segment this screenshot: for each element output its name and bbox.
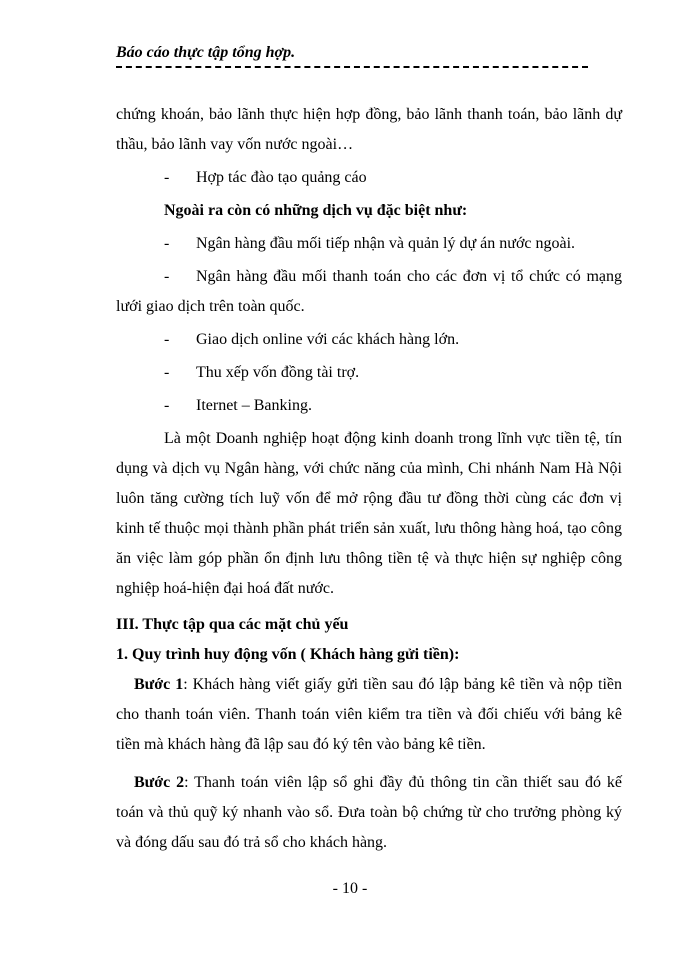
bullet-dash: - bbox=[164, 331, 170, 348]
bullet-dash: - bbox=[164, 397, 170, 414]
bullet-dash: - bbox=[164, 364, 170, 381]
list-item-text: Hợp tác đào tạo quảng cáo bbox=[196, 169, 367, 186]
step-1-label: Bước 1 bbox=[134, 676, 184, 693]
list-item-text: Iternet – Banking. bbox=[196, 397, 312, 414]
paragraph-branch-role: Là một Doanh nghiệp hoạt động kinh doanh trong lĩnh vực tiền tệ, tín dụng và dịch vụ Ngân hàng, với chức năng của mình, Chi nhánh Nam Hà Nội luôn tăng cường tích luỹ vốn để mở rộng đầu tư đồng thời cùng các đơn vị kinh tế thuộc mọi thành phần phát triển sản xuất, lưu thông hàng hoá, tạo công ăn việc làm góp phần ổn định lưu thông tiền tệ và thực hiện sự nghiệp công nghiệp hoá-hiện đại hoá đất nước. bbox=[116, 430, 622, 597]
step-2-label: Bước 2 bbox=[134, 774, 185, 791]
step-2-paragraph bbox=[116, 768, 622, 858]
header-dashed-rule bbox=[116, 66, 588, 68]
paragraph-spacer bbox=[116, 760, 622, 768]
bullet-dash: - bbox=[164, 268, 170, 285]
list-item bbox=[116, 358, 622, 388]
list-item-continuation: lưới giao dịch trên toàn quốc. bbox=[116, 298, 305, 315]
step-1-text: : Khách hàng viết giấy gửi tiền sau đó lập bảng kê tiền và nộp tiền cho thanh toán viên. Thanh toán viên kiểm tra tiền và đối chiếu với bảng kê tiền mà khách hàng đã lập sau đó ký tên vào bảng kê tiền. bbox=[116, 676, 622, 753]
list-item bbox=[116, 262, 622, 292]
paragraph-guarantees-line2: thầu, bảo lãnh vay vốn nước ngoài… bbox=[116, 136, 354, 153]
subsection-heading: 1. Quy trình huy động vốn ( Khách hàng gửi tiền): bbox=[116, 646, 460, 663]
list-item bbox=[116, 391, 622, 421]
step-2-text: : Thanh toán viên lập sổ ghi đầy đủ thông tin cần thiết sau đó kế toán và thủ quỹ ký nhanh vào sổ. Đưa toàn bộ chứng từ cho trưởng phòng ký và đóng dấu sau đó trả sổ cho khách hàng. bbox=[116, 774, 622, 851]
list-item bbox=[116, 325, 622, 355]
body-text bbox=[116, 100, 622, 858]
step-1-paragraph bbox=[116, 670, 622, 760]
section-heading: III. Thực tập qua các mặt chủ yếu bbox=[116, 616, 349, 633]
bullet-dash: - bbox=[164, 169, 170, 186]
list-item-text: Giao dịch online với các khách hàng lớn. bbox=[196, 331, 460, 348]
list-item-text: Ngân hàng đầu mối tiếp nhận và quản lý dự án nước ngoài. bbox=[196, 235, 576, 252]
running-header-title: Báo cáo thực tập tổng hợp. bbox=[116, 44, 296, 61]
list-item bbox=[116, 163, 622, 193]
page-number: - 10 - bbox=[332, 880, 368, 897]
list-item-text: Thu xếp vốn đồng tài trợ. bbox=[196, 364, 360, 381]
paragraph-guarantees-line1: chứng khoán, bảo lãnh thực hiện hợp đồng, bảo lãnh thanh toán, bảo lãnh dự bbox=[116, 106, 622, 123]
list-item-text: Ngân hàng đầu mối thanh toán cho các đơn vị tổ chức có mạng bbox=[196, 268, 622, 285]
list-item bbox=[116, 229, 622, 259]
bullet-dash: - bbox=[164, 235, 170, 252]
special-services-heading: Ngoài ra còn có những dịch vụ đặc biệt như: bbox=[164, 202, 468, 219]
